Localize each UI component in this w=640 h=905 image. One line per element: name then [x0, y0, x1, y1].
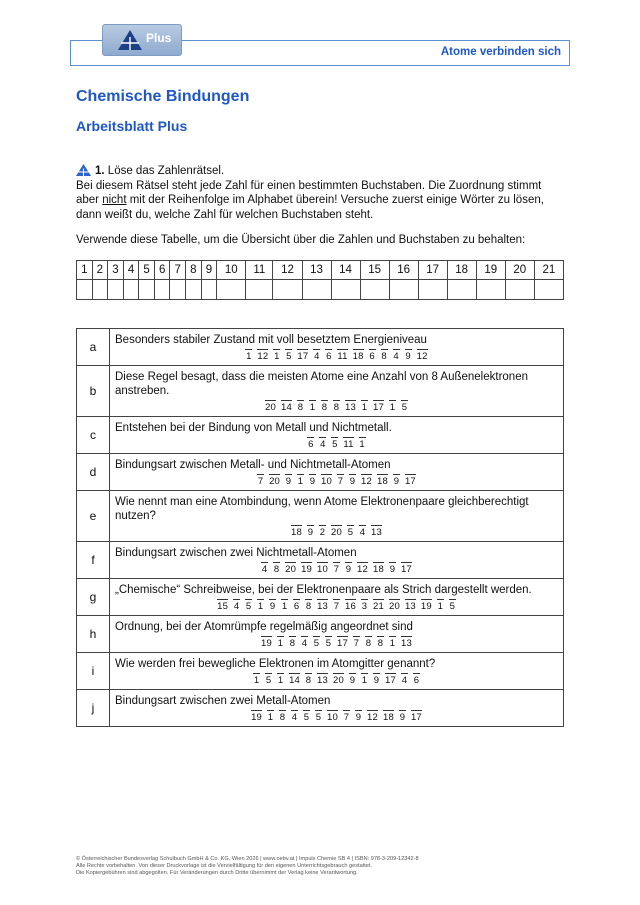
- question-letter: j: [77, 690, 110, 727]
- code-number: 8: [381, 351, 387, 362]
- code-number: 20: [285, 564, 297, 575]
- code-number: 7: [333, 564, 340, 575]
- question-cell: [110, 417, 564, 454]
- question-letter: e: [77, 491, 110, 542]
- code-number: 13: [317, 675, 328, 686]
- letter-input-cell[interactable]: [273, 280, 302, 300]
- letter-input-cell[interactable]: [108, 280, 124, 300]
- question-text: Bindungsart zwischen zwei Metall-Atomen: [115, 695, 331, 707]
- code-number: 14: [289, 675, 301, 686]
- code-number: 4: [233, 601, 240, 612]
- code-number: 5: [315, 712, 322, 723]
- code-number: 1: [277, 638, 284, 649]
- code-number: 17: [372, 402, 384, 413]
- number-cell: 10: [217, 261, 246, 280]
- number-cell: 16: [389, 261, 418, 280]
- code-number: 12: [257, 351, 269, 362]
- letter-input-cell[interactable]: [201, 280, 217, 300]
- question-cell: [110, 579, 564, 616]
- letter-input-cell[interactable]: [418, 280, 447, 300]
- code-number: 17: [297, 351, 309, 362]
- code-number: 12: [361, 476, 372, 487]
- code-number: 13: [317, 601, 329, 612]
- code-number: 18: [376, 476, 388, 487]
- question-letter: f: [77, 542, 110, 579]
- question-text: Bindungsart zwischen zwei Nichtmetall-Atomen: [115, 547, 357, 559]
- code-number: 1: [277, 675, 284, 686]
- number-cell: 12: [273, 261, 302, 280]
- code-number: 17: [404, 476, 416, 487]
- code-number: 9: [355, 712, 362, 723]
- code-number: 4: [291, 712, 298, 723]
- question-cell: [110, 491, 564, 542]
- answer-code[interactable]: [110, 472, 563, 490]
- code-number: 5: [401, 402, 408, 413]
- code-number: 9: [269, 601, 276, 612]
- code-number: 17: [384, 675, 396, 686]
- code-number: 6: [369, 351, 375, 362]
- question-row: [77, 616, 564, 653]
- number-letter-table: [76, 260, 564, 300]
- question-letter: d: [77, 454, 110, 491]
- letter-input-cell[interactable]: [123, 280, 139, 300]
- task-line-3: dann weißt du, welche Zahl für welchen Buchstaben steht.: [76, 208, 374, 221]
- code-number: 9: [393, 476, 400, 487]
- code-number: 9: [307, 527, 314, 538]
- code-number: 20: [269, 476, 281, 487]
- letter-input-cell[interactable]: [92, 280, 108, 300]
- code-number: 13: [370, 527, 382, 538]
- letter-input-cell[interactable]: [389, 280, 418, 300]
- code-number: 8: [297, 402, 304, 413]
- question-text: Besonders stabiler Zustand mit voll besetztem Energieniveau: [115, 334, 427, 346]
- question-text: Diese Regel besagt, dass die meisten Atome eine Anzahl von 8 Außenelektronen anstreben.: [115, 371, 528, 397]
- code-number: 5: [245, 601, 252, 612]
- code-number: 9: [349, 675, 356, 686]
- logo-text: Plus: [146, 31, 172, 45]
- code-number: 19: [420, 601, 432, 612]
- code-number: 6: [308, 439, 314, 450]
- code-number: 9: [309, 476, 316, 487]
- letter-input-cell[interactable]: [186, 280, 202, 300]
- code-number: 20: [265, 402, 277, 413]
- code-number: 1: [309, 402, 316, 413]
- code-number: 6: [413, 675, 420, 686]
- answer-code[interactable]: [110, 347, 563, 365]
- code-number: 21: [373, 601, 384, 612]
- answer-code[interactable]: [110, 671, 563, 689]
- question-cell: [110, 366, 564, 417]
- number-cell: 8: [186, 261, 202, 280]
- code-number: 9: [349, 476, 356, 487]
- question-cell: [110, 454, 564, 491]
- task-line-2: aber nicht mit der Reihenfolge im Alphabet überein! Versuche zuerst einige Wörter zu lösen,: [76, 194, 544, 206]
- code-number: 17: [410, 712, 422, 723]
- code-number: 5: [286, 351, 292, 362]
- number-cell: 2: [92, 261, 108, 280]
- code-number: 1: [359, 439, 365, 450]
- code-number: 7: [333, 601, 340, 612]
- letter-input-cell[interactable]: [77, 280, 93, 300]
- code-number: 1: [246, 351, 252, 362]
- code-number: 1: [389, 402, 396, 413]
- question-cell: [110, 690, 564, 727]
- answer-code[interactable]: [110, 398, 563, 416]
- question-row: [77, 454, 564, 491]
- code-number: 4: [393, 351, 399, 362]
- number-cell: 9: [201, 261, 217, 280]
- number-cell: 14: [331, 261, 360, 280]
- task-number: 1.: [95, 165, 105, 177]
- code-number: 5: [332, 439, 338, 450]
- code-number: 19: [251, 712, 263, 723]
- code-number: 13: [345, 402, 356, 413]
- underlined-word: nicht: [102, 194, 127, 206]
- code-number: 9: [373, 675, 380, 686]
- code-number: 12: [357, 564, 368, 575]
- letter-input-cell[interactable]: [447, 280, 476, 300]
- code-number: 4: [261, 564, 268, 575]
- code-number: 5: [303, 712, 310, 723]
- question-cell: [110, 653, 564, 690]
- letter-input-cell[interactable]: [331, 280, 360, 300]
- code-number: 1: [267, 712, 274, 723]
- riddle-table: [76, 328, 564, 727]
- answer-code[interactable]: [110, 435, 563, 453]
- number-cell: 21: [534, 261, 563, 280]
- answer-code[interactable]: [110, 634, 563, 652]
- number-cell: 20: [505, 261, 534, 280]
- code-number: 5: [313, 638, 320, 649]
- topic-title: Atome verbinden sich: [440, 46, 561, 58]
- question-row: [77, 653, 564, 690]
- letter-input-cell[interactable]: [534, 280, 563, 300]
- code-number: 1: [297, 476, 304, 487]
- footer: [76, 856, 566, 877]
- code-number: 13: [400, 638, 412, 649]
- code-number: 4: [314, 351, 320, 362]
- code-number: 9: [399, 712, 406, 723]
- question-text: Bindungsart zwischen Metall- und Nichtmetall-Atomen: [115, 459, 391, 471]
- code-number: 4: [359, 527, 366, 538]
- question-text: „Chemische“ Schreibweise, bei der Elektronenpaare als Strich dargestellt werden.: [115, 584, 532, 596]
- code-number: 5: [325, 638, 332, 649]
- code-number: 5: [265, 675, 272, 686]
- question-row: [77, 491, 564, 542]
- code-number: 12: [416, 351, 428, 362]
- code-number: 9: [285, 476, 292, 487]
- code-number: 10: [317, 564, 328, 575]
- footer-copyright: © Österreichischer Bundesverlag Schulbuch GmbH & Co. KG, Wien 2026 | www.oebv.at | Impuls Chemie SB 4 | ISBN: 978-3-209-12342-8: [76, 856, 419, 862]
- question-cell: [110, 616, 564, 653]
- code-number: 18: [291, 527, 303, 538]
- letter-input-cell[interactable]: [246, 280, 273, 300]
- question-letter: g: [77, 579, 110, 616]
- letter-input-cell[interactable]: [302, 280, 331, 300]
- code-number: 4: [401, 675, 408, 686]
- code-number: 7: [257, 476, 264, 487]
- question-letter: c: [77, 417, 110, 454]
- code-number: 7: [337, 476, 344, 487]
- letter-input-cell[interactable]: [139, 280, 155, 300]
- code-number: 7: [343, 712, 350, 723]
- question-text: Wie nennt man eine Atombindung, wenn Atome Elektronenpaare gleichberechtigt nutzen?: [115, 496, 529, 522]
- number-cell: 13: [302, 261, 331, 280]
- answer-code[interactable]: [110, 597, 563, 615]
- question-row: [77, 329, 564, 366]
- code-number: 15: [217, 601, 229, 612]
- code-number: 20: [388, 601, 400, 612]
- number-cell: 4: [123, 261, 139, 280]
- code-number: 19: [261, 638, 273, 649]
- code-number: 8: [377, 638, 384, 649]
- code-number: 18: [382, 712, 394, 723]
- number-cell: 15: [360, 261, 389, 280]
- triangle-logo-icon: [117, 29, 143, 51]
- number-cell: 11: [246, 261, 273, 280]
- code-number: 11: [343, 439, 354, 450]
- code-number: 9: [345, 564, 352, 575]
- code-number: 17: [400, 564, 412, 575]
- code-number: 20: [333, 675, 344, 686]
- number-cell: 18: [447, 261, 476, 280]
- footer-rights: Alle Rechte vorbehalten. Von dieser Druckvorlage ist die Vervielfältigung für den eigenen Unterrichtsgebrauch gestattet.: [76, 863, 373, 869]
- triangle-plus-icon: [76, 164, 91, 176]
- question-cell: [110, 329, 564, 366]
- code-number: 8: [279, 712, 286, 723]
- code-number: 9: [389, 564, 396, 575]
- question-row: [77, 690, 564, 727]
- code-number: 1: [361, 402, 368, 413]
- code-number: 8: [305, 675, 312, 686]
- number-cell: 19: [476, 261, 505, 280]
- number-row: [77, 261, 564, 280]
- code-number: 5: [449, 601, 456, 612]
- code-number: 20: [331, 527, 342, 538]
- code-number: 8: [321, 402, 328, 413]
- question-text: Ordnung, bei der Atomrümpfe regelmäßig angeordnet sind: [115, 621, 413, 633]
- code-number: 1: [389, 638, 396, 649]
- page-subtitle: Arbeitsblatt Plus: [76, 118, 188, 134]
- answer-code[interactable]: [110, 523, 563, 541]
- task-heading-text: Löse das Zahlenrätsel.: [107, 165, 225, 177]
- code-number: 8: [333, 402, 340, 413]
- code-number: 6: [293, 601, 300, 612]
- question-text: Entstehen bei der Bindung von Metall und Nichtmetall.: [115, 422, 392, 434]
- code-number: 18: [372, 564, 384, 575]
- code-number: 12: [367, 712, 378, 723]
- question-text: Wie werden frei bewegliche Elektronen im Atomgitter genannt?: [115, 658, 436, 670]
- letter-input-cell[interactable]: [154, 280, 170, 300]
- answer-code[interactable]: [110, 708, 563, 726]
- code-number: 10: [321, 476, 333, 487]
- code-number: 3: [361, 601, 368, 612]
- code-number: 6: [326, 351, 332, 362]
- number-cell: 5: [139, 261, 155, 280]
- question-row: [77, 366, 564, 417]
- plus-logo: [102, 24, 182, 56]
- code-number: 4: [301, 638, 308, 649]
- code-number: 4: [320, 439, 326, 450]
- question-cell: [110, 542, 564, 579]
- task-description: [76, 164, 566, 222]
- code-number: 17: [337, 638, 348, 649]
- code-number: 7: [353, 638, 360, 649]
- code-number: 8: [273, 564, 280, 575]
- code-number: 2: [319, 527, 326, 538]
- question-letter: i: [77, 653, 110, 690]
- number-cell: 3: [108, 261, 124, 280]
- code-number: 1: [361, 675, 368, 686]
- code-number: 16: [345, 601, 357, 612]
- letter-input-cell[interactable]: [505, 280, 534, 300]
- question-row: [77, 579, 564, 616]
- code-number: 18: [352, 351, 364, 362]
- code-number: 9: [405, 351, 411, 362]
- answer-code[interactable]: [110, 560, 563, 578]
- code-number: 11: [337, 351, 348, 362]
- code-number: 1: [257, 601, 264, 612]
- number-cell: 6: [154, 261, 170, 280]
- code-number: 8: [289, 638, 296, 649]
- code-number: 19: [301, 564, 313, 575]
- code-number: 8: [365, 638, 372, 649]
- code-number: 8: [305, 601, 312, 612]
- question-row: [77, 417, 564, 454]
- question-row: [77, 542, 564, 579]
- code-number: 1: [274, 351, 280, 362]
- letter-input-cell[interactable]: [217, 280, 246, 300]
- number-cell: 7: [170, 261, 186, 280]
- code-number: 10: [327, 712, 339, 723]
- question-letter: h: [77, 616, 110, 653]
- table-instruction: Verwende diese Tabelle, um die Übersicht über die Zahlen und Buchstaben zu behalten:: [76, 234, 526, 246]
- code-number: 1: [253, 675, 260, 686]
- letter-row: [77, 280, 564, 300]
- code-number: 13: [404, 601, 416, 612]
- task-heading: [76, 164, 566, 179]
- number-cell: 17: [418, 261, 447, 280]
- code-number: 1: [281, 601, 288, 612]
- letter-input-cell[interactable]: [360, 280, 389, 300]
- code-number: 14: [281, 402, 292, 413]
- task-line-1: Bei diesem Rätsel steht jede Zahl für einen bestimmten Buchstaben. Die Zuordnung stimmt: [76, 179, 542, 192]
- question-letter: a: [77, 329, 110, 366]
- code-number: 1: [437, 601, 444, 612]
- question-letter: b: [77, 366, 110, 417]
- footer-disclaimer: Die Kopiergebühren sind abgegolten. Für Veränderungen durch Dritte übernimmt der Verlag keine Verantwortung.: [76, 870, 358, 876]
- letter-input-cell[interactable]: [170, 280, 186, 300]
- number-cell: 1: [77, 261, 93, 280]
- code-number: 5: [347, 527, 354, 538]
- page-title: Chemische Bindungen: [76, 88, 250, 105]
- letter-input-cell[interactable]: [476, 280, 505, 300]
